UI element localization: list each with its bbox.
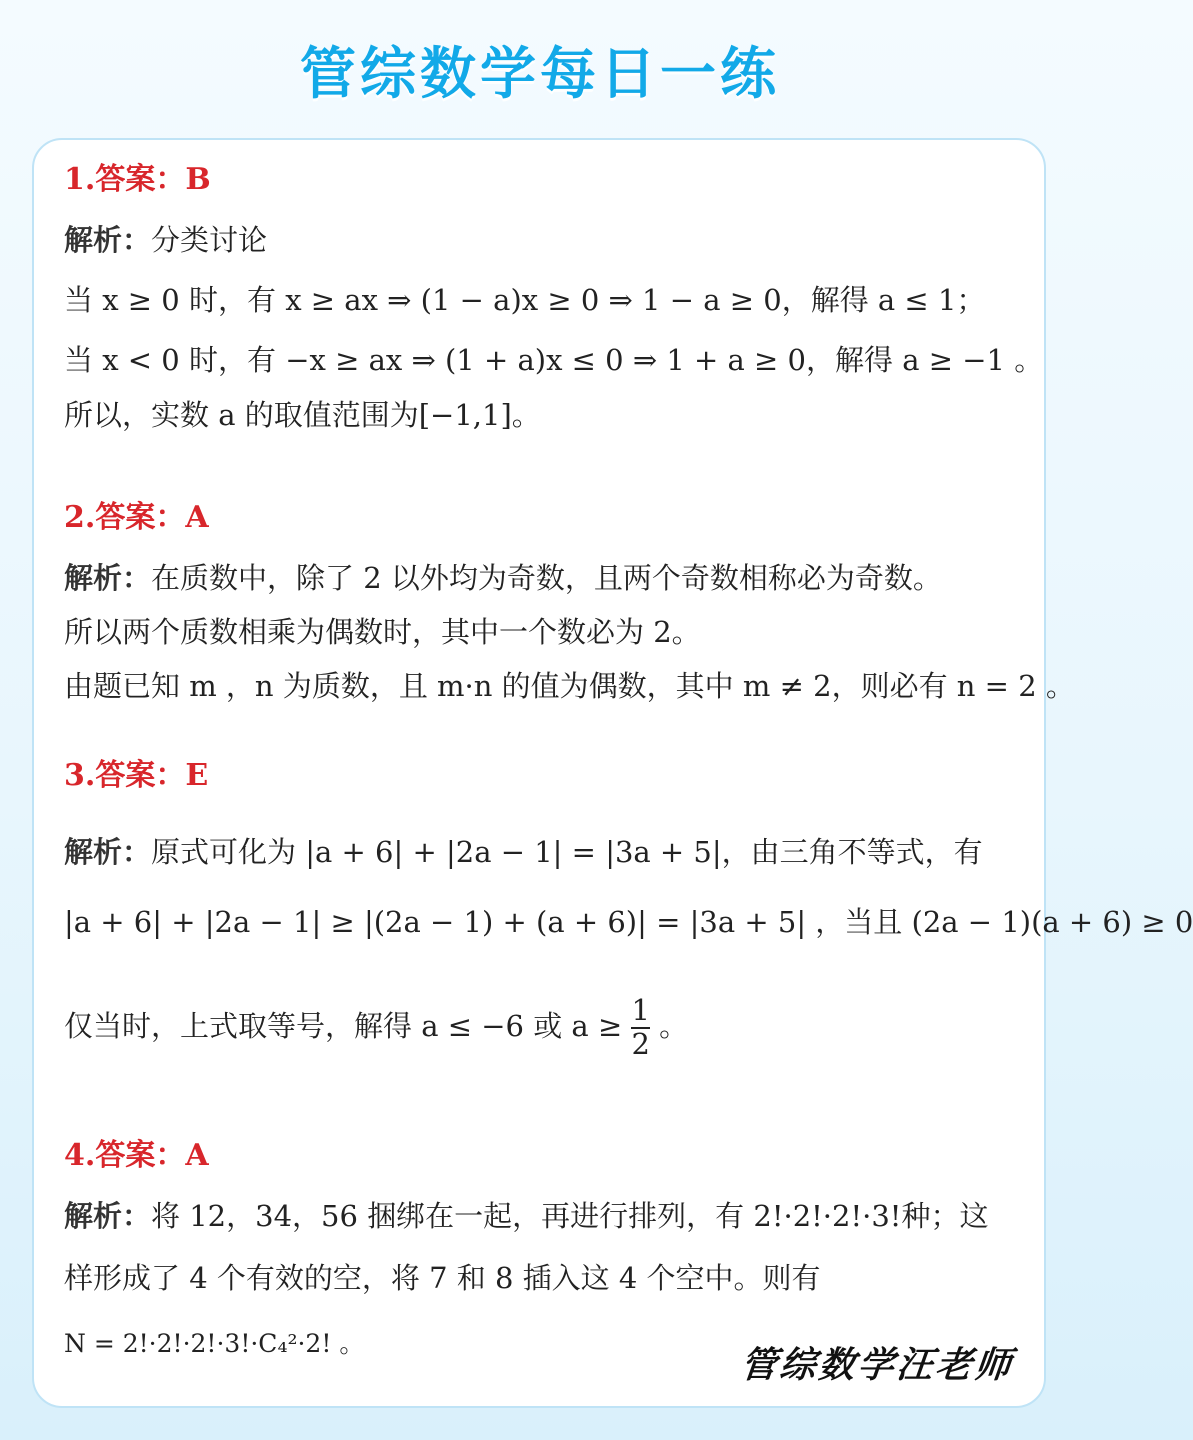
q1-answer: 1.答案：B [64, 162, 211, 197]
q1-line4: 所以，实数 a 的取值范围为[−1,1]。 [64, 398, 541, 432]
q2-answer: 2.答案：A [64, 500, 209, 535]
q1-line2: 当 x ≥ 0 时，有 x ≥ ax ⇒ (1 − a)x ≥ 0 ⇒ 1 − a ≥ 0，解得 a ≤ 1； [64, 283, 986, 317]
q3-line1: 原式可化为 |a + 6| + |2a − 1| = |3a + 5|，由三角不等式，有 [151, 835, 983, 869]
q4-line1: 将 12，34，56 捆绑在一起，再进行排列，有 2!·2!·2!·3!种；这 [151, 1199, 989, 1233]
q3-line2: |a + 6| + |2a − 1| ≥ |(2a − 1) + (a + 6)| = |3a + 5| ，当且 (2a − 1)(a + 6) ≥ 0 [64, 905, 1193, 939]
q4-answer: 4.答案：A [64, 1138, 209, 1173]
q1-line3: 当 x < 0 时，有 −x ≥ ax ⇒ (1 + a)x ≤ 0 ⇒ 1 + a ≥ 0，解得 a ≥ −1 。 [64, 343, 1044, 377]
one-half-fraction [631, 995, 649, 1061]
q3-line3-end: 。 [659, 1008, 689, 1043]
content-card [32, 138, 1193, 1408]
author-signature: 管综数学汪老师 [738, 1344, 1016, 1386]
q3-label: 解析： [64, 835, 152, 869]
q4-line2: 样形成了 4 个有效的空，将 7 和 8 插入这 4 个空中。则有 [64, 1261, 821, 1295]
q2-analysis [64, 558, 1014, 598]
q1-line1: 分类讨论 [151, 223, 268, 257]
q4-line3: N = 2!·2!·2!·3!·C₄²·2! 。 [64, 1329, 365, 1358]
q2-line2: 所以两个质数相乘为偶数时，其中一个数必为 2。 [64, 615, 701, 649]
q4-analysis [64, 1196, 1014, 1236]
q3-analysis [64, 832, 1014, 872]
fraction-numerator: 1 [631, 993, 650, 1027]
q2-line3: 由题已知 m ，n 为质数，且 m·n 的值为偶数，其中 m ≠ 2，则必有 n = 2 。 [64, 669, 1075, 703]
q4-label: 解析： [64, 1199, 152, 1233]
fraction-denominator: 2 [631, 1026, 650, 1061]
q1-label: 解析： [64, 223, 152, 257]
q3-line3 [64, 995, 1014, 1061]
q3-answer: 3.答案：E [64, 758, 209, 793]
q3-line3-text: 仅当时，上式取等号，解得 a ≤ −6 或 a ≥ [64, 1008, 623, 1043]
q2-label: 解析： [64, 561, 152, 595]
q1-analysis [64, 220, 1014, 260]
q2-line1: 在质数中，除了 2 以外均为奇数，且两个奇数相称必为奇数。 [151, 561, 942, 595]
page-title: 管综数学每日一练 [300, 42, 780, 107]
